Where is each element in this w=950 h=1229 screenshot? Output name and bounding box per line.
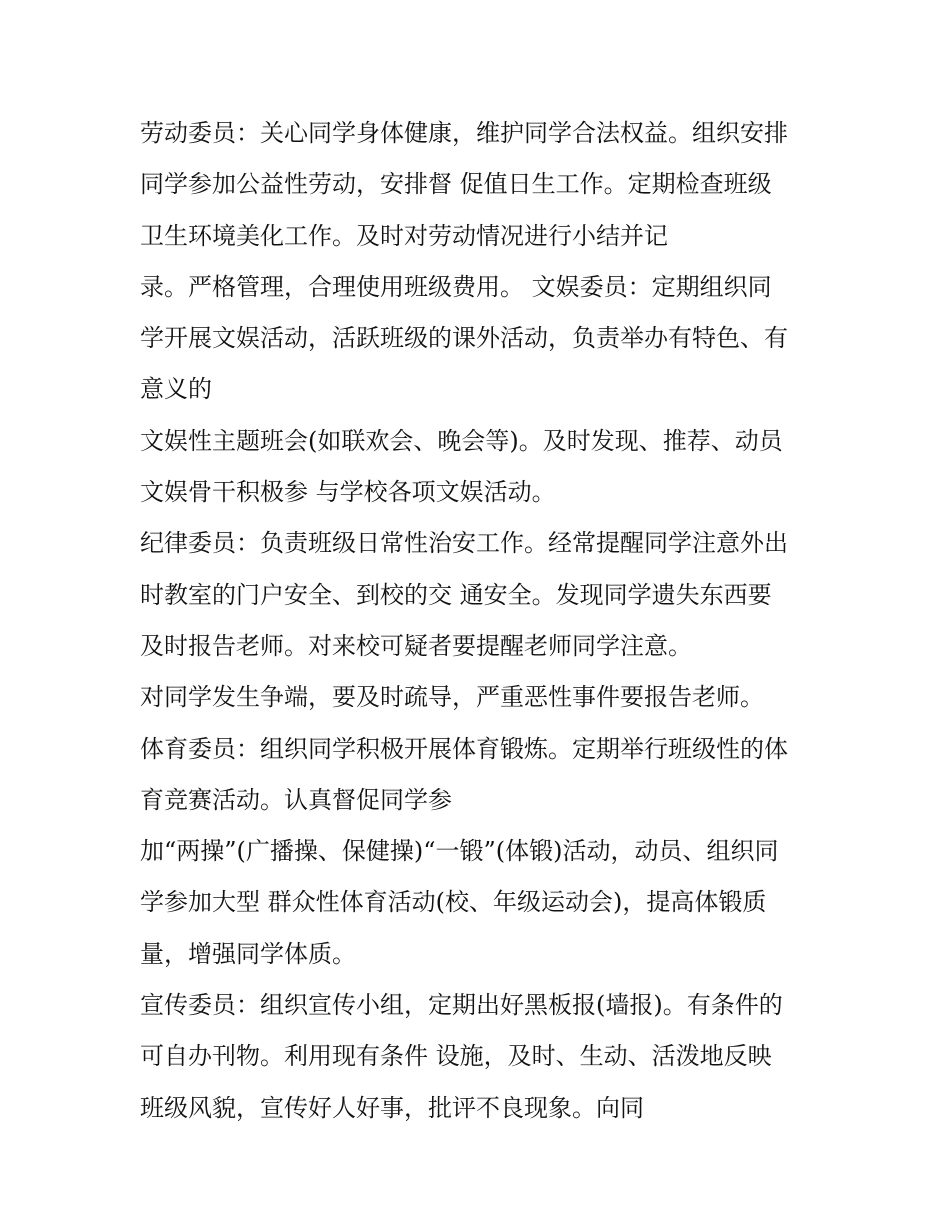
text-line: 宣传委员：组织宣传小组，定期出好黑板报(墙报)。有条件的 xyxy=(140,991,783,1020)
text-line: 及时报告老师。对来校可疑者要提醒老师同学注意。 xyxy=(140,631,692,660)
text-line: 意义的 xyxy=(140,375,212,404)
text-line: 时教室的门户安全、到校的交 通安全。发现同学遗失东西要 xyxy=(140,580,772,609)
text-line: 劳动委员：关心同学身体健康，维护同学合法权益。组织安排 xyxy=(140,119,788,147)
text-line: 学开展文娱活动，活跃班级的课外活动，负责举办有特色、有 xyxy=(140,324,788,353)
text-line: 同学参加公益性劳动，安排督 促值日生工作。定期检查班级 xyxy=(140,170,772,199)
text-line: 量，增强同学体质。 xyxy=(140,939,356,968)
text-line: 可自办刊物。利用现有条件 设施，及时、生动、活泼地反映 xyxy=(140,1042,772,1071)
text-line: 录。严格管理，合理使用班级费用。 文娱委员：定期组织同 xyxy=(140,272,772,301)
text-line: 卫生环境美化工作。及时对劳动情况进行小结并记 xyxy=(140,221,668,250)
text-line: 加“两操”(广播操、保健操)“一锻”(体锻)活动，动员、组织同 xyxy=(140,837,779,866)
text-line: 文娱性主题班会(如联欢会、晚会等)。及时发现、推荐、动员 xyxy=(140,426,783,455)
text-line: 育竞赛活动。认真督促同学参 xyxy=(140,785,452,814)
body-text xyxy=(140,108,830,1134)
text-line: 纪律委员：负责班级日常性治安工作。经常提醒同学注意外出 xyxy=(140,529,788,558)
text-line: 文娱骨干积极参 与学校各项文娱活动。 xyxy=(140,478,556,507)
text-line: 班级风貌，宣传好人好事，批评不良现象。向同 xyxy=(140,1093,644,1122)
text-line: 对同学发生争端，要及时疏导，严重恶性事件要报告老师。 xyxy=(140,683,764,712)
text-line: 学参加大型 群众性体育活动(校、年级运动会)，提高体锻质 xyxy=(140,888,767,917)
text-line: 体育委员：组织同学积极开展体育锻炼。定期举行班级性的体 xyxy=(140,734,788,763)
